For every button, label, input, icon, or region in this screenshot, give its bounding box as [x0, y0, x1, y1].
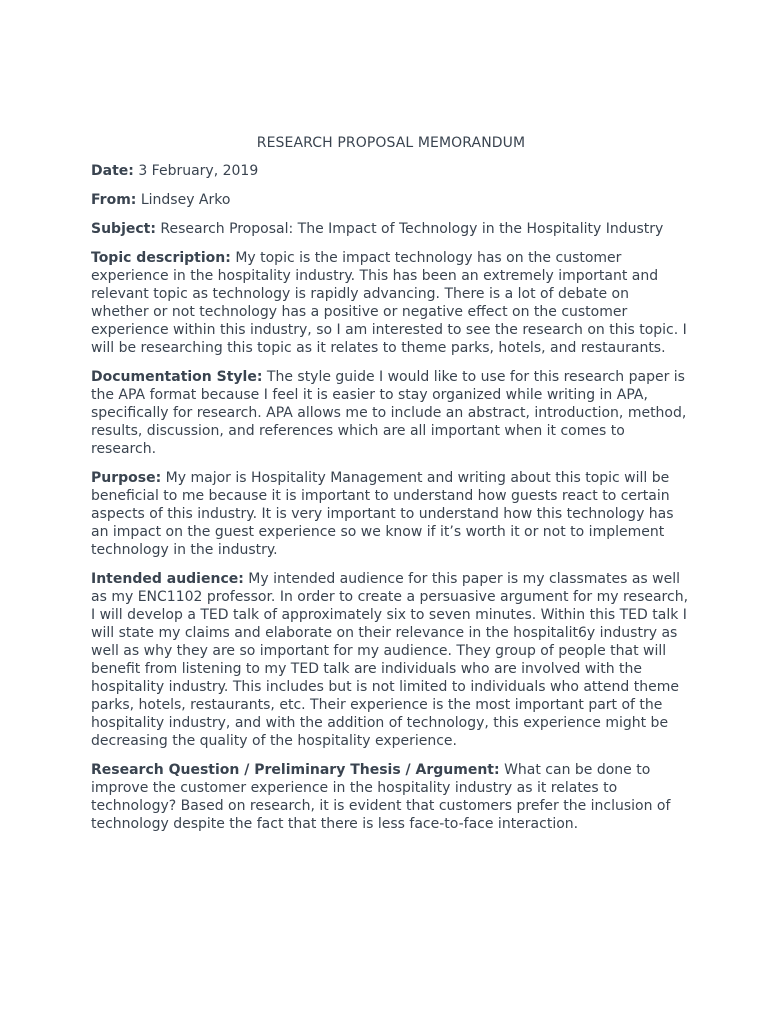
- memo-page: [91, 134, 691, 844]
- research-question-text: What can be done to improve the customer experience in the hospitality industry as it relates to technology? Based on research, it is evident that customers prefer the inclusion of technology despite the fact that there is less face-to-face interaction.: [91, 762, 671, 832]
- research-question-label: Research Question / Preliminary Thesis / Argument:: [91, 762, 500, 778]
- intended-audience-text: My intended audience for this paper is my classmates as well as my ENC1102 professor. In order to create a persuasive argument for my research, I will develop a TED talk of approximately six to seven minutes. Within this TED talk I will state my claims and elaborate on their relevance in the hospitalit6y industry as well as why they are so important for my audience. They group of people that will benefit from listening to my TED talk are individuals who are involved with the hospitality industry. This includes but is not limited to individuals who attend theme parks, hotels, restaurants, etc. Their experience is the most important part of the hospitality industry, and with the addition of technology, this experience might be decreasing the quality of the hospitality experience.: [91, 571, 689, 749]
- documentation-style-label: Documentation Style:: [91, 369, 263, 385]
- intended-audience-paragraph: [91, 570, 691, 750]
- subject-label: Subject:: [91, 221, 156, 237]
- intended-audience-label: Intended audience:: [91, 571, 244, 587]
- subject-value: Research Proposal: The Impact of Technology in the Hospitality Industry: [160, 221, 664, 237]
- topic-description-label: Topic description:: [91, 250, 231, 266]
- purpose-paragraph: [91, 469, 691, 559]
- purpose-label: Purpose:: [91, 470, 162, 486]
- date-line: [91, 162, 691, 180]
- purpose-text: My major is Hospitality Management and writing about this topic will be beneficial to me because it is important to understand how guests react to certain aspects of this industry. It is very important to understand how this technology has an impact on the guest experience so we know if it’s worth it or not to implement technology in the industry.: [91, 470, 674, 558]
- research-question-paragraph: [91, 761, 691, 833]
- memo-title: RESEARCH PROPOSAL MEMORANDUM: [256, 135, 526, 151]
- from-label: From:: [91, 192, 137, 208]
- date-label: Date:: [91, 163, 134, 179]
- documentation-style-text: The style guide I would like to use for this research paper is the APA format because I feel it is easier to stay organized while writing in APA, specifically for research. APA allows me to include an abstract, introduction, method, results, discussion, and references which are all important when it comes to research.: [91, 369, 687, 457]
- topic-description-paragraph: [91, 249, 691, 357]
- from-value: Lindsey Arko: [140, 192, 231, 208]
- topic-description-text: My topic is the impact technology has on the customer experience in the hospitality industry. This has been an extremely important and relevant topic as technology is rapidly advancing. There is a lot of debate on whether or not technology has a positive or negative effect on the customer experience within this industry, so I am interested to see the research on this topic. I will be researching this topic as it relates to theme parks, hotels, and restaurants.: [91, 250, 687, 356]
- date-value: 3 February, 2019: [138, 163, 259, 179]
- documentation-style-paragraph: [91, 368, 691, 458]
- subject-line: [91, 220, 691, 238]
- from-line: [91, 191, 691, 209]
